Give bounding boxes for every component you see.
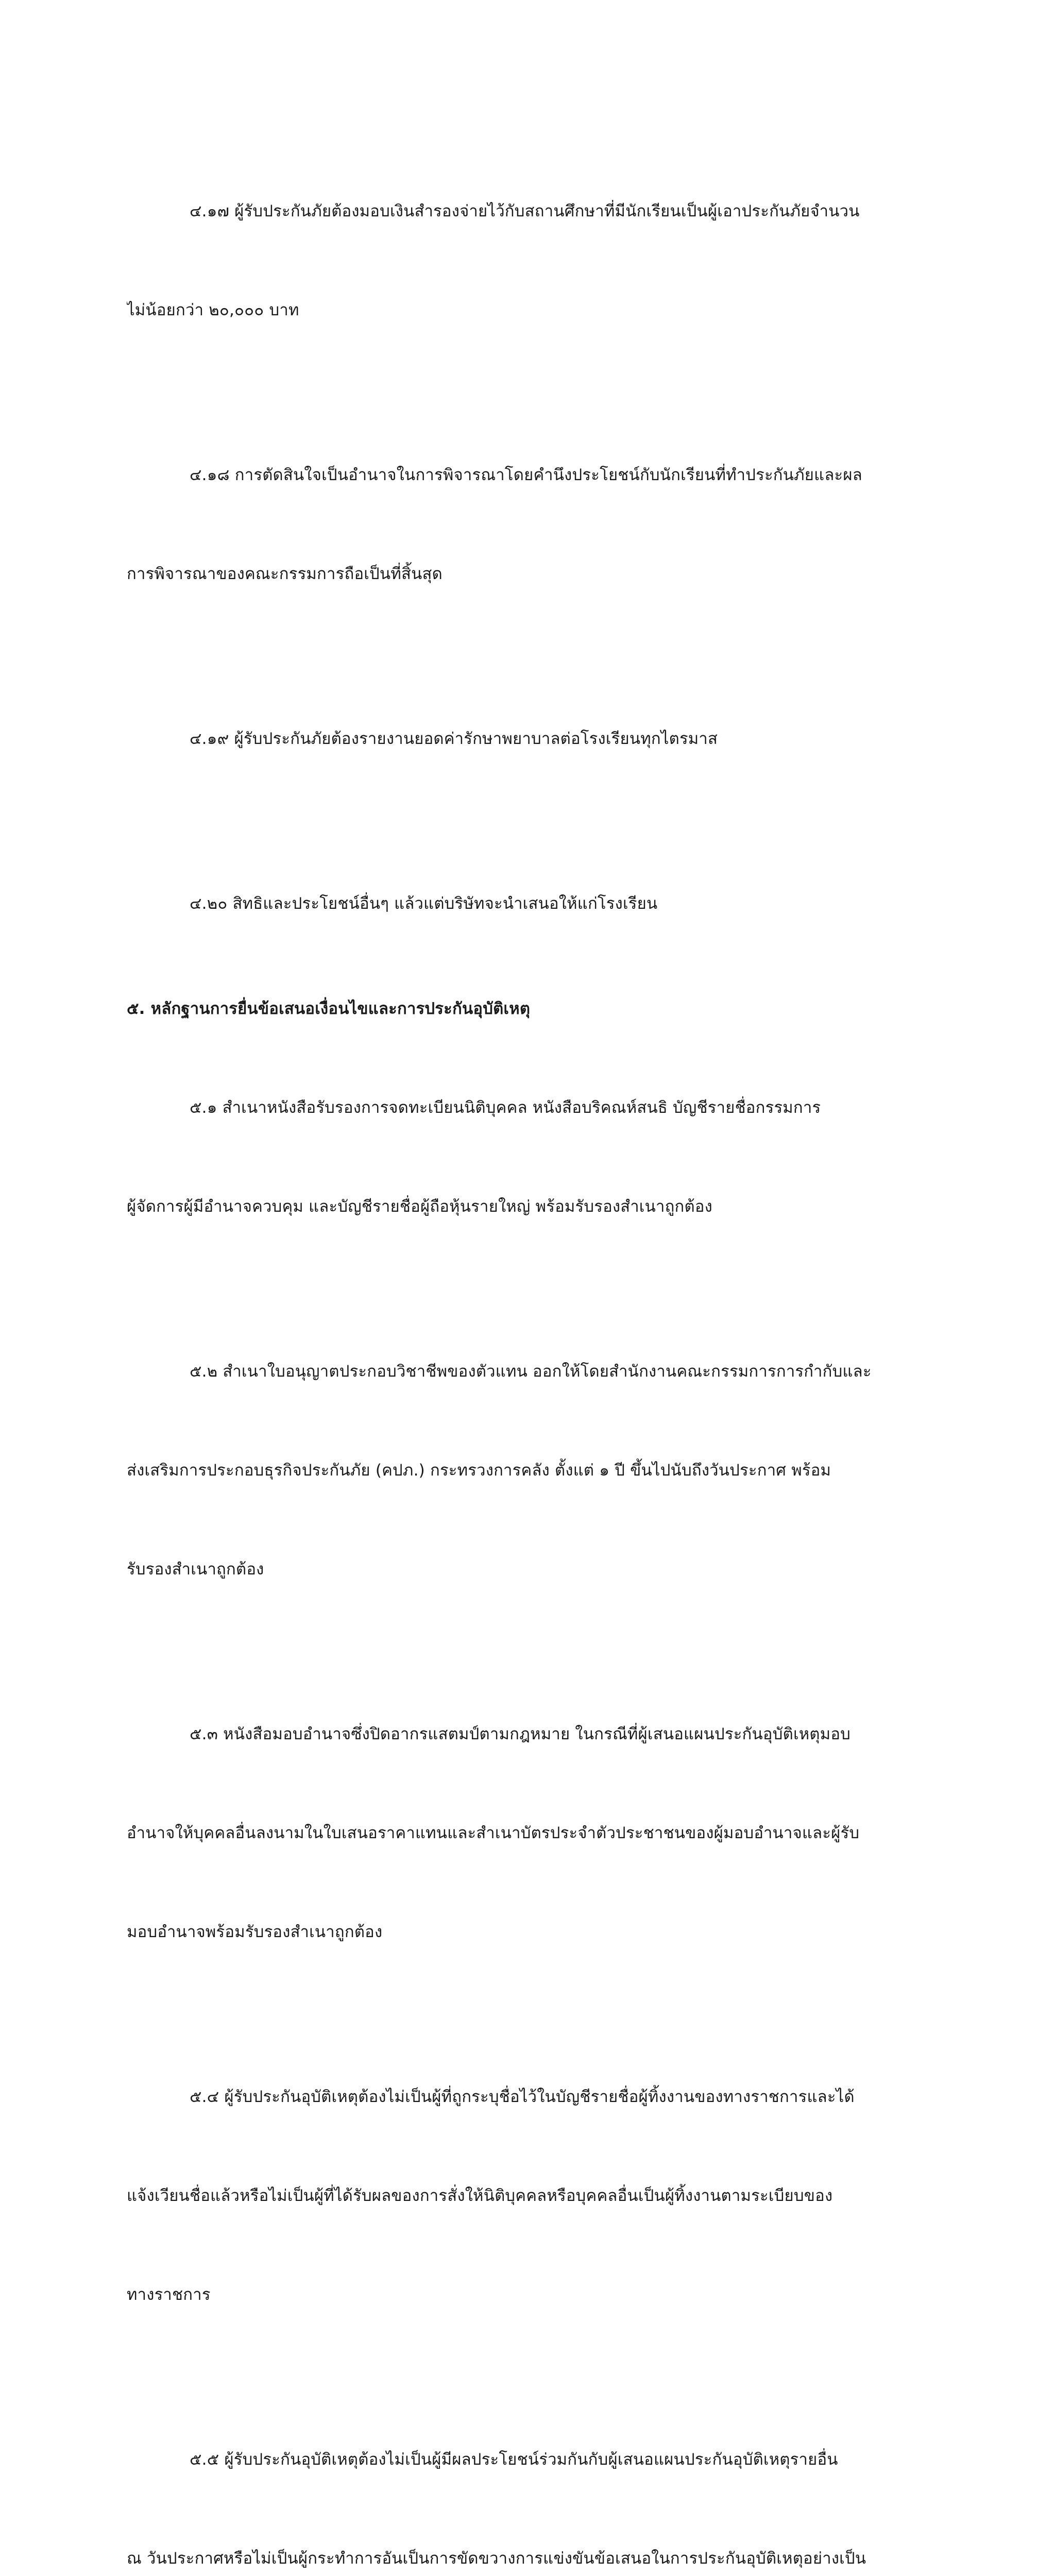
item-5-3 [127, 1652, 928, 2014]
item-line: อำนาจให้บุคคลอื่นลงนามในใบเสนอราคาแทนและสำเนาบัตรประจำตัวประชาชนของผู้มอบอำนาจและผู้รับ [127, 1824, 860, 1842]
item-line: ผู้จัดการผู้มีอำนาจควบคุม และบัญชีรายชื่อผู้ถือหุ้นรายใหญ่ พร้อมรับรองสำเนาถูกต้อง [127, 1197, 713, 1216]
item-4-18 [127, 393, 928, 656]
item-4-20 [127, 821, 928, 986]
item-line: ๔.๑๗ ผู้รับประกันภัยต้องมอบเงินสำรองจ่ายไว้กับสถานศึกษาที่มีนักเรียนเป็นผู้เอาประกันภัยจำนวน [190, 202, 860, 221]
item-line: ไม่น้อยกว่า ๒๐,๐๐๐ บาท [127, 301, 299, 319]
item-line: ๕.๔ ผู้รับประกันอุบัติเหตุต้องไม่เป็นผู้ที่ถูกระบุชื่อไว้ในบัญชีรายชื่อผู้ทิ้งงานของทางราชการและได้ [190, 2088, 855, 2106]
item-line: รับรองสำเนาถูกต้อง [127, 1560, 264, 1579]
item-5-2 [127, 1289, 928, 1652]
item-line: ๔.๑๘ การตัดสินใจเป็นอำนาจในการพิจารณาโดยคำนึงประโยชน์กับนักเรียนที่ทำประกันภัยและผล [190, 466, 862, 484]
item-line: แจ้งเวียนชื่อแล้วหรือไม่เป็นผู้ที่ได้รับผลของการสั่งให้นิติบุคคลหรือบุคคลอื่นเป็นผู้ทิ้งงานตามระเบียบของ [127, 2187, 833, 2205]
item-line: ส่งเสริมการประกอบธุรกิจประกันภัย (คปภ.) กระทรวงการคลัง ตั้งแต่ ๑ ปี ขึ้นไปนับถึงวันประกาศ พร้อม [127, 1461, 831, 1480]
item-line: ๕.๓ หนังสือมอบอำนาจซึ่งปิดอากรแสตมป์ตามกฎหมาย ในกรณีที่ผู้เสนอแผนประกันอุบัติเหตุมอบ [190, 1725, 851, 1743]
item-line: ๔.๑๙ ผู้รับประกันภัยต้องรายงานยอดค่ารักษาพยาบาลต่อโรงเรียนทุกไตรมาส [190, 730, 718, 748]
item-5-4 [127, 2014, 928, 2377]
item-line: ๕.๕ ผู้รับประกันอุบัติเหตุต้องไม่เป็นผู้มีผลประโยชน์ร่วมกันกับผู้เสนอแผนประกันอุบัติเหตุรายอื่น [190, 2450, 838, 2469]
item-5-5 [127, 2377, 928, 2576]
item-line: ณ วันประกาศหรือไม่เป็นผู้กระทำการอันเป็นการขัดขวางการแข่งขันข้อเสนอในการประกันอุบัติเหตุอย่างเป็น [127, 2549, 866, 2568]
item-line: ทางราชการ [127, 2285, 211, 2304]
item-4-19 [127, 656, 928, 821]
item-line: มอบอำนาจพร้อมรับรองสำเนาถูกต้อง [127, 1923, 383, 1941]
document-body [127, 129, 928, 2576]
item-5-1 [127, 1025, 928, 1289]
item-line: ๔.๒๐ สิทธิและประโยชน์อื่นๆ แล้วแต่บริษัทจะนำเสนอให้แก่โรงเรียน [190, 894, 658, 913]
item-line: ๕.๒ สำเนาใบอนุญาตประกอบวิชาชีพของตัวแทน ออกให้โดยสำนักงานคณะกรรมการการกำกับและ [190, 1362, 872, 1381]
item-line: การพิจารณาของคณะกรรมการถือเป็นที่สิ้นสุด [127, 565, 443, 583]
item-line: ๕.๑ สำเนาหนังสือรับรองการจดทะเบียนนิติบุคคล หนังสือบริคณห์สนธิ บัญชีรายชื่อกรรมการ [190, 1098, 821, 1117]
section-5-heading: ๕. หลักฐานการยื่นข้อเสนอเงื่อนไขและการประกันอุบัติเหตุ [127, 999, 531, 1018]
item-4-17 [127, 129, 928, 393]
